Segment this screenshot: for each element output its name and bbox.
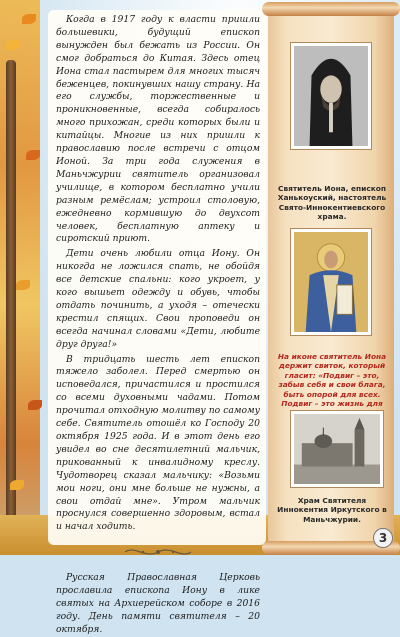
ornament-divider-icon — [56, 544, 260, 560]
article-paragraph: В тридцать шесть лет епископ тяжело заболел. Перед смертью он исповедался, причастился и простился со всеми духовными чадами. Потом прочитал отходную молитву по самому себе. Святитель отошёл ко Господу 20 октября 1925 года. И в этот день его увидел во сне десятилетний мальчик, прикованный к инвалидному креслу. Чудотворец сказал мальчику: «Возьми мои ноги, они мне больше не нужны, а свои отдай мне». Утром мальчик проснулся совершенно здоровым, встал и начал ходить. — [56, 353, 260, 533]
leaf-icon — [26, 150, 40, 160]
icon-caption: На иконе святитель Иона держит свиток, который гласит: «Подвиг – это, забыв себя и свои блага, быть опорой для всех. Подвиг – это жизнь для — [277, 352, 387, 409]
leaf-icon — [10, 480, 24, 490]
leaf-icon — [22, 14, 36, 24]
portrait-photo — [290, 42, 372, 150]
article-paragraph: Когда в 1917 году к власти пришли большевики, будущий епископ вынужден был бежать из России. Он смог добраться до Китая. Здесь отец Иона стал пастырем для многих тысяч беженцев, покинувших нашу страну. На его службы, торжественные и проникновенные, всегда собиралось много прихожан, среди которых были и китайцы. Многие из них пришли к православию после встречи с отцом Ионой. За три года служения в Маньчжурии святитель организовал училище, в котором бесплатно учили разным ремёслам; устроил столовую, ежедневно кормившую до двухсот человек, бесплатную аптеку и сиротский приют. — [56, 14, 260, 245]
saint-icon-image — [290, 228, 372, 336]
article-panel — [48, 10, 266, 635]
scroll-top-roll — [262, 2, 400, 16]
article-paragraph: Дети очень любили отца Иону. Он никогда не ложился спать, не обойдя все детские спальни: кого укроет, у кого вышьет одежду и обувь, чтобы отдать починить, а уходя – отечески крестил спящих. Свои проповеди он всегда начинал словами «Дети, любите друг друга!» — [56, 248, 260, 350]
leaf-icon — [6, 40, 20, 50]
leaf-icon — [16, 280, 30, 290]
church-caption: Храм Святителя Иннокентия Иркутского в Маньчжурии. — [277, 496, 387, 524]
church-photo — [290, 410, 384, 488]
closing-paragraph: Русская Православная Церковь прославила епископа Иону в лике святых на Архиерейском соборе в 2016 году. День памяти святителя – 20 октября. — [56, 572, 260, 635]
portrait-caption: Святитель Иона, епископ Ханькоуский, настоятель Свято-Иннокентиевского храма. — [277, 184, 387, 222]
leaf-icon — [28, 400, 42, 410]
page-number: 3 — [373, 528, 393, 548]
